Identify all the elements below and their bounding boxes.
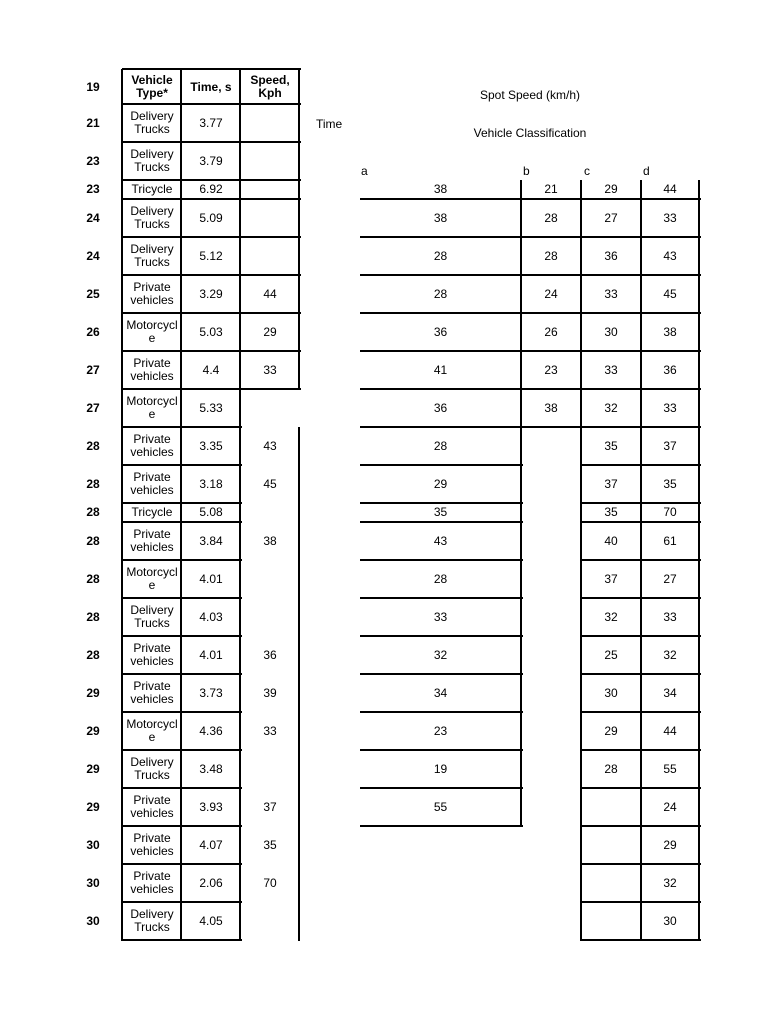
grid-line xyxy=(521,426,583,428)
speed-cell: 29 xyxy=(263,324,277,339)
grid-line xyxy=(360,597,523,599)
spot-speed-cell: 24 xyxy=(544,286,558,301)
speed-cell xyxy=(241,750,299,788)
grid-line xyxy=(298,427,300,941)
grid-line xyxy=(641,274,701,276)
row-number: 30 xyxy=(86,837,100,852)
grid-line xyxy=(122,939,242,941)
row-number: 26 xyxy=(86,324,100,339)
grid-line xyxy=(581,597,643,599)
vehicle-type-cell: Private vehicles xyxy=(130,527,174,554)
spot-speed-cell: 55 xyxy=(663,761,677,776)
col-label-b: b xyxy=(523,164,530,178)
grid-line xyxy=(360,521,523,523)
grid-line xyxy=(122,198,301,200)
time-cell: 4.03 xyxy=(199,609,223,624)
grid-line xyxy=(641,388,701,390)
time-cell: 5.33 xyxy=(199,400,223,415)
spot-speed-cell: 43 xyxy=(433,533,448,548)
time-cell: 6.92 xyxy=(199,182,223,196)
time-cell: 3.93 xyxy=(199,799,223,814)
vehicle-type-cell: Private vehicles xyxy=(130,356,174,383)
grid-line xyxy=(581,939,643,941)
row-number: 21 xyxy=(86,115,100,130)
spot-speed-cell xyxy=(360,902,521,940)
grid-line xyxy=(581,236,643,238)
grid-line xyxy=(581,749,643,751)
spot-speed-cell: 24 xyxy=(663,799,677,814)
spot-speed-cell: 23 xyxy=(433,723,448,738)
col-label-a: a xyxy=(361,164,368,178)
spot-speed-cell: 21 xyxy=(544,182,558,196)
spot-speed-cell: 32 xyxy=(604,609,618,624)
speed-cell: 44 xyxy=(263,286,277,301)
time-cell: 3.48 xyxy=(199,761,223,776)
spot-speed-cell: 28 xyxy=(544,210,558,225)
time-cell: 4.01 xyxy=(199,571,223,586)
vehicle-type-cell: Motorcycl e xyxy=(126,717,178,744)
row-number: 23 xyxy=(86,153,100,168)
spot-speed-cell: 23 xyxy=(544,362,558,377)
spot-speed-cell: 33 xyxy=(433,609,448,624)
row-number: 29 xyxy=(86,761,100,776)
time-cell: 3.29 xyxy=(199,286,223,301)
speed-cell: 70 xyxy=(263,875,277,890)
spot-speed-cell: 33 xyxy=(663,609,677,624)
header-time: Time, s xyxy=(190,79,232,94)
spot-speed-cell xyxy=(521,598,581,636)
speed-cell xyxy=(241,503,299,522)
grid-line xyxy=(581,274,643,276)
grid-line xyxy=(581,711,643,713)
vehicle-type-cell: Private vehicles xyxy=(130,641,174,668)
speed-cell xyxy=(241,199,299,237)
spot-speed-cell: 32 xyxy=(604,400,618,415)
spot-speed-cell: 36 xyxy=(604,248,618,263)
speed-cell: 36 xyxy=(263,647,277,662)
spot-speed-cell: 26 xyxy=(544,324,558,339)
grid-line xyxy=(122,787,242,789)
left-table-header-border xyxy=(122,103,301,105)
grid-line xyxy=(641,559,701,561)
vehicle-type-cell: Private vehicles xyxy=(130,793,174,820)
vehicle-type-cell: Private vehicles xyxy=(130,869,174,896)
grid-line xyxy=(581,635,643,637)
spot-speed-cell: 30 xyxy=(663,913,677,928)
grid-line xyxy=(521,274,583,276)
time-cell: 4.01 xyxy=(199,647,223,662)
time-cell: 4.07 xyxy=(199,837,223,852)
grid-line xyxy=(360,825,523,827)
grid-line xyxy=(640,180,642,941)
grid-line xyxy=(122,559,242,561)
spot-speed-cell xyxy=(360,864,521,902)
time-label: Time xyxy=(316,117,343,131)
grid-line xyxy=(641,236,701,238)
speed-cell xyxy=(241,560,299,598)
grid-line xyxy=(641,825,701,827)
speed-cell xyxy=(241,104,299,142)
spot-speed-cell xyxy=(521,788,581,826)
spot-speed-cell: 28 xyxy=(433,286,448,301)
spot-speed-title: Spot Speed (km/h) xyxy=(479,87,581,102)
grid-line xyxy=(581,464,643,466)
spot-speed-cell: 28 xyxy=(433,571,448,586)
vehicle-type-cell: Private vehicles xyxy=(130,679,174,706)
spot-speed-cell: 29 xyxy=(663,837,677,852)
time-cell: 3.84 xyxy=(199,533,223,548)
vehicle-type-cell: Delivery Trucks xyxy=(130,147,174,174)
grid-line xyxy=(641,635,701,637)
grid-line xyxy=(360,673,523,675)
spot-speed-cell: 61 xyxy=(663,533,677,548)
row-number: 23 xyxy=(86,182,100,196)
spot-speed-cell: 38 xyxy=(663,324,677,339)
time-cell: 2.06 xyxy=(199,875,223,890)
speed-cell: 39 xyxy=(263,685,277,700)
grid-line xyxy=(581,502,643,504)
spot-speed-cell: 37 xyxy=(604,476,618,491)
spot-speed-cell: 30 xyxy=(604,324,618,339)
grid-line xyxy=(521,198,583,200)
speed-cell xyxy=(241,389,299,427)
spot-speed-cell xyxy=(581,864,641,902)
grid-line xyxy=(641,464,701,466)
grid-line xyxy=(360,350,523,352)
grid-line xyxy=(360,502,523,504)
time-cell: 5.09 xyxy=(199,210,223,225)
vehicle-type-cell: Delivery Trucks xyxy=(130,242,174,269)
grid-line xyxy=(521,350,583,352)
row-number: 24 xyxy=(86,210,100,225)
spot-speed-cell: 33 xyxy=(604,286,618,301)
speed-cell: 37 xyxy=(263,799,277,814)
grid-line xyxy=(360,198,523,200)
time-cell: 3.18 xyxy=(199,476,223,491)
vehicle-classification-label: Vehicle Classification xyxy=(473,125,587,140)
grid-line xyxy=(581,787,643,789)
time-cell: 4.36 xyxy=(199,723,223,738)
row-number: 28 xyxy=(86,438,100,453)
grid-line xyxy=(641,901,701,903)
row-number: 29 xyxy=(86,799,100,814)
grid-line xyxy=(122,312,301,314)
row-number: 30 xyxy=(86,875,100,890)
row-number: 28 xyxy=(86,647,100,662)
row-number: 27 xyxy=(86,400,100,415)
spot-speed-cell: 38 xyxy=(544,400,558,415)
vehicle-type-cell: Delivery Trucks xyxy=(130,603,174,630)
spot-speed-cell: 19 xyxy=(433,761,448,776)
speed-cell xyxy=(241,180,299,199)
grid-line xyxy=(360,274,523,276)
spot-speed-cell: 35 xyxy=(604,505,618,519)
grid-line xyxy=(641,502,701,504)
grid-line xyxy=(122,863,242,865)
row-number: 29 xyxy=(86,685,100,700)
grid-line xyxy=(641,597,701,599)
grid-line xyxy=(122,141,301,143)
grid-line xyxy=(122,464,242,466)
row-number: 28 xyxy=(86,476,100,491)
spot-speed-cell: 36 xyxy=(663,362,677,377)
grid-line xyxy=(641,939,701,941)
speed-cell xyxy=(241,902,299,940)
grid-line xyxy=(122,901,242,903)
spot-speed-cell xyxy=(521,826,581,864)
time-cell: 5.12 xyxy=(199,248,223,263)
grid-line xyxy=(122,521,242,523)
row-number: 27 xyxy=(86,362,100,377)
grid-line xyxy=(122,502,242,504)
grid-line xyxy=(122,236,301,238)
grid-line xyxy=(122,635,242,637)
header-speed: Speed, Kph xyxy=(250,73,290,100)
grid-line xyxy=(122,274,301,276)
speed-cell xyxy=(241,237,299,275)
grid-line xyxy=(122,711,242,713)
grid-line xyxy=(641,312,701,314)
grid-line xyxy=(641,787,701,789)
grid-line xyxy=(641,673,701,675)
time-cell: 4.05 xyxy=(199,913,223,928)
grid-line xyxy=(581,426,643,428)
vehicle-type-cell: Private vehicles xyxy=(130,432,174,459)
grid-line xyxy=(122,179,301,181)
spot-speed-cell: 28 xyxy=(433,248,448,263)
time-cell: 4.4 xyxy=(202,362,220,377)
row-number: 28 xyxy=(86,533,100,548)
spot-speed-cell xyxy=(521,560,581,598)
vehicle-type-cell: Delivery Trucks xyxy=(130,109,174,136)
grid-line xyxy=(580,180,582,428)
spot-speed-cell: 38 xyxy=(433,210,448,225)
spot-speed-cell: 37 xyxy=(604,571,618,586)
spot-speed-cell: 28 xyxy=(604,761,618,776)
spot-speed-cell xyxy=(521,427,581,465)
grid-line xyxy=(521,312,583,314)
grid-line xyxy=(641,350,701,352)
grid-line xyxy=(581,863,643,865)
row-number: 29 xyxy=(86,723,100,738)
header-vehicle-type: Vehicle Type* xyxy=(131,73,173,100)
spot-speed-cell: 70 xyxy=(663,505,677,519)
grid-line xyxy=(521,236,583,238)
vehicle-type-cell: Motorcycl e xyxy=(126,394,178,421)
speed-cell: 45 xyxy=(263,476,277,491)
spot-speed-cell: 36 xyxy=(433,400,448,415)
speed-cell: 33 xyxy=(263,362,277,377)
speed-cell: 38 xyxy=(263,533,277,548)
grid-line xyxy=(360,236,523,238)
spot-speed-cell: 28 xyxy=(433,438,448,453)
spot-speed-cell: 30 xyxy=(604,685,618,700)
vehicle-type-cell: Private vehicles xyxy=(130,280,174,307)
row-number-header: 19 xyxy=(86,79,100,94)
spot-speed-cell xyxy=(360,826,521,864)
grid-line xyxy=(122,749,242,751)
row-number: 25 xyxy=(86,286,100,301)
spot-speed-cell xyxy=(521,636,581,674)
grid-line xyxy=(581,312,643,314)
spot-speed-cell: 41 xyxy=(433,362,448,377)
time-cell: 3.35 xyxy=(199,438,223,453)
spot-speed-cell: 34 xyxy=(433,685,448,700)
grid-line xyxy=(698,180,700,941)
left-table-border xyxy=(121,69,123,941)
spot-speed-cell: 44 xyxy=(663,182,677,196)
grid-line xyxy=(360,388,523,390)
spot-speed-cell: 45 xyxy=(663,286,677,301)
vehicle-type-cell: Motorcycl e xyxy=(126,565,178,592)
col-label-d: d xyxy=(643,164,650,178)
grid-line xyxy=(360,635,523,637)
grid-line xyxy=(360,787,523,789)
vehicle-type-cell: Tricycle xyxy=(131,505,173,519)
spot-speed-cell: 29 xyxy=(604,723,618,738)
row-number: 28 xyxy=(86,571,100,586)
spot-speed-cell: 43 xyxy=(663,248,677,263)
spot-speed-cell: 35 xyxy=(663,476,677,491)
spot-speed-cell: 40 xyxy=(604,533,618,548)
grid-line xyxy=(360,426,523,428)
speed-cell xyxy=(241,598,299,636)
spot-speed-cell: 28 xyxy=(544,248,558,263)
spot-speed-cell: 35 xyxy=(604,438,618,453)
vehicle-type-cell: Delivery Trucks xyxy=(130,204,174,231)
time-cell: 5.03 xyxy=(199,324,223,339)
row-number: 30 xyxy=(86,913,100,928)
spot-speed-cell xyxy=(521,522,581,560)
spot-speed-cell xyxy=(521,864,581,902)
vehicle-type-cell: Tricycle xyxy=(131,182,173,196)
grid-line xyxy=(641,521,701,523)
grid-line xyxy=(641,863,701,865)
row-number: 28 xyxy=(86,609,100,624)
row-number: 24 xyxy=(86,248,100,263)
spot-speed-cell xyxy=(521,712,581,750)
vehicle-type-cell: Delivery Trucks xyxy=(130,755,174,782)
spot-speed-cell: 32 xyxy=(663,875,677,890)
spot-speed-cell: 36 xyxy=(433,324,448,339)
spot-speed-cell xyxy=(581,788,641,826)
grid-line xyxy=(580,427,582,941)
grid-line xyxy=(122,673,242,675)
grid-line xyxy=(122,388,301,390)
grid-line xyxy=(122,426,242,428)
vehicle-type-cell: Motorcycl e xyxy=(126,318,178,345)
grid-line xyxy=(122,597,242,599)
vehicle-type-cell: Private vehicles xyxy=(130,470,174,497)
grid-line xyxy=(581,673,643,675)
grid-line xyxy=(581,825,643,827)
time-cell: 3.77 xyxy=(199,115,223,130)
grid-line xyxy=(581,198,643,200)
spot-speed-cell: 44 xyxy=(663,723,677,738)
spot-speed-cell xyxy=(521,674,581,712)
grid-line xyxy=(521,388,583,390)
grid-line xyxy=(298,69,300,389)
grid-line xyxy=(180,69,182,941)
spot-speed-cell: 29 xyxy=(433,476,448,491)
grid-line xyxy=(360,711,523,713)
speed-cell: 33 xyxy=(263,723,277,738)
speed-cell: 35 xyxy=(263,837,277,852)
spot-speed-cell: 33 xyxy=(604,362,618,377)
spot-speed-cell: 55 xyxy=(433,799,448,814)
grid-line xyxy=(122,350,301,352)
spot-speed-cell: 29 xyxy=(604,182,618,196)
spot-speed-cell: 32 xyxy=(433,647,448,662)
grid-line xyxy=(641,198,701,200)
grid-line xyxy=(641,749,701,751)
vehicle-type-cell: Private vehicles xyxy=(130,831,174,858)
spot-speed-cell xyxy=(521,902,581,940)
col-label-c: c xyxy=(584,164,590,178)
time-cell: 3.79 xyxy=(199,153,223,168)
grid-line xyxy=(581,559,643,561)
row-number: 28 xyxy=(86,505,100,519)
grid-line xyxy=(581,388,643,390)
spot-speed-cell xyxy=(521,750,581,788)
time-cell: 5.08 xyxy=(199,505,223,519)
speed-cell xyxy=(241,142,299,180)
right-table-border xyxy=(520,180,522,827)
spot-speed-cell: 33 xyxy=(663,210,677,225)
grid-line xyxy=(581,901,643,903)
grid-line xyxy=(641,711,701,713)
spot-speed-cell: 38 xyxy=(433,182,448,196)
spot-speed-cell: 27 xyxy=(663,571,677,586)
grid-line xyxy=(581,350,643,352)
spot-speed-cell: 32 xyxy=(663,647,677,662)
speed-cell: 43 xyxy=(263,438,277,453)
vehicle-type-cell: Delivery Trucks xyxy=(130,907,174,934)
spot-speed-cell: 37 xyxy=(663,438,677,453)
grid-line xyxy=(360,749,523,751)
spot-speed-cell xyxy=(521,465,581,503)
left-table-top-border xyxy=(122,68,301,70)
grid-line xyxy=(581,521,643,523)
grid-line xyxy=(641,426,701,428)
spot-speed-cell: 35 xyxy=(433,505,448,519)
spot-speed-cell xyxy=(521,503,581,522)
time-cell: 3.73 xyxy=(199,685,223,700)
spot-speed-cell: 34 xyxy=(663,685,677,700)
spot-speed-cell: 27 xyxy=(604,210,618,225)
spot-speed-cell xyxy=(581,826,641,864)
grid-line xyxy=(360,559,523,561)
spot-speed-cell xyxy=(581,902,641,940)
grid-line xyxy=(360,312,523,314)
spot-speed-cell: 25 xyxy=(604,647,618,662)
grid-line xyxy=(360,464,523,466)
spot-speed-cell: 33 xyxy=(663,400,677,415)
grid-line xyxy=(239,69,241,941)
grid-line xyxy=(122,825,242,827)
